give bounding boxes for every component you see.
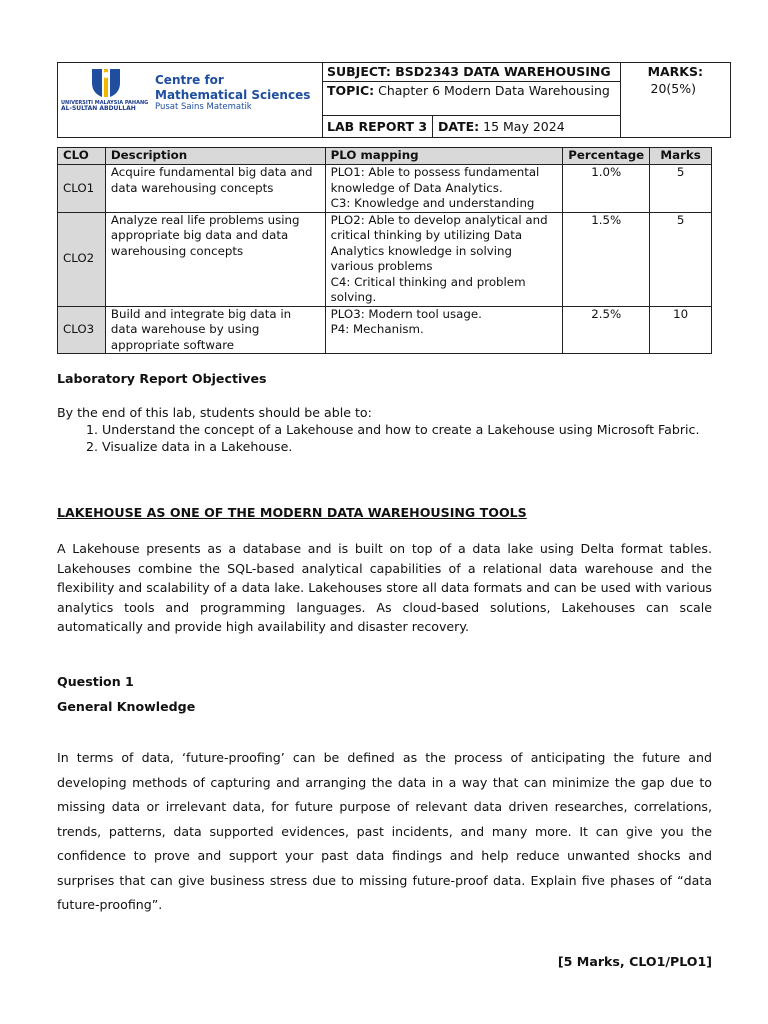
column-header-description: Description [105, 148, 325, 165]
objectives-heading: Laboratory Report Objectives [57, 371, 267, 386]
clo-percentage: 2.5% [563, 306, 650, 354]
plo-line: PLO2: Able to develop analytical and critical thinking by utilizing Data Analytics knowledge in solving various problems [330, 212, 548, 273]
clo-description: Acquire fundamental big data and data warehousing concepts [105, 165, 325, 213]
column-header-plo: PLO mapping [325, 148, 563, 165]
column-header-percentage: Percentage [563, 148, 650, 165]
clo-marks: 10 [650, 306, 712, 354]
centre-subtitle: Pusat Sains Matematik [155, 102, 252, 112]
plo-mapping [325, 165, 563, 213]
plo-line: P4: Mechanism. [330, 322, 424, 336]
question-body: In terms of data, ‘future-proofing’ can be defined as the process of anticipating the future and developing methods of capturing and arranging the data in a way that can minimize the gap due to missing data or irrelevant data, for future purpose of relevant data driven researches, correlations, trends, patterns, data supported evidences, past incidents, and many more. It can give you the confidence to prove and support your past data findings and help reduce unwanted shocks and surprises that can give business stress due to missing future-proof data. Explain five phases of “data future-proofing”. [57, 750, 712, 912]
topic-row [322, 82, 620, 116]
centre-name [155, 73, 310, 103]
plo-line: C3: Knowledge and understanding [330, 196, 535, 210]
table-row [58, 212, 712, 306]
date-label: DATE: [438, 119, 480, 134]
question-title: Question 1 [57, 674, 134, 689]
university-crest-icon [88, 67, 124, 99]
lab-date-row [322, 116, 620, 137]
section-heading: LAKEHOUSE AS ONE OF THE MODERN DATA WAREHOUSING TOOLS [57, 505, 527, 520]
university-logo-cell [58, 63, 323, 137]
clo-percentage: 1.0% [563, 165, 650, 213]
marks-value: 20(5%) [650, 81, 696, 96]
clo-id: CLO2 [58, 212, 106, 306]
marks-cell [621, 63, 731, 137]
clo-table [57, 147, 712, 354]
university-name-line2: AL-SULTAN ABDULLAH [61, 105, 136, 112]
clo-marks: 5 [650, 165, 712, 213]
table-row [58, 306, 712, 354]
objective-item: 1. Understand the concept of a Lakehouse and how to create a Lakehouse using Microsoft Fabric. [102, 421, 712, 438]
subject-label: SUBJECT: BSD2343 DATA WAREHOUSING [322, 63, 620, 82]
clo-description: Analyze real life problems using appropriate big data and data warehousing concepts [105, 212, 325, 306]
centre-name-line2: Mathematical Sciences [155, 88, 311, 102]
report-header [57, 62, 731, 138]
clo-id: CLO1 [58, 165, 106, 213]
objectives-list [57, 421, 712, 455]
topic-label: TOPIC: [327, 83, 375, 98]
plo-line: PLO3: Modern tool usage. [330, 306, 482, 321]
objective-item: 2. Visualize data in a Lakehouse. [102, 438, 712, 455]
clo-description: Build and integrate big data in data warehouse by using appropriate software [105, 306, 325, 354]
plo-mapping [325, 306, 563, 354]
objectives-list-wrap [57, 421, 712, 455]
date-cell [432, 116, 565, 137]
university-name [61, 100, 151, 112]
clo-id: CLO3 [58, 306, 106, 354]
university-name-line1: UNIVERSITI MALAYSIA PAHANG [61, 100, 149, 106]
objectives-intro: By the end of this lab, students should be able to: [57, 405, 372, 420]
plo-line: PLO1: Able to possess fundamental knowledge of Data Analytics. [330, 165, 540, 195]
column-header-marks: Marks [650, 148, 712, 165]
section-paragraph: A Lakehouse presents as a database and is built on top of a data lake using Delta format tables. Lakehouses combine the SQL-based analytical capabilities of a relational data warehouse and the flexibility and scalability of a data lake. Lakehouses store all data formats and can be used with various analytics tools and programming languages. As cloud-based solutions, Lakehouses can scale automatically and provide high availability and disaster recovery. [57, 541, 712, 634]
marks-label: MARKS: [647, 64, 703, 79]
question-marks: [5 Marks, CLO1/PLO1] [557, 954, 712, 969]
plo-mapping [325, 212, 563, 306]
column-header-clo: CLO [58, 148, 106, 165]
header-info-cell [322, 63, 621, 137]
plo-line: C4: Critical thinking and problem solving. [330, 274, 526, 304]
topic-value: Chapter 6 Modern Data Warehousing [378, 83, 610, 98]
date-value: 15 May 2024 [483, 119, 565, 134]
clo-marks: 5 [650, 212, 712, 306]
lab-report-label: LAB REPORT 3 [327, 119, 428, 134]
centre-name-line1: Centre for [155, 73, 224, 87]
clo-percentage: 1.5% [563, 212, 650, 306]
table-header-row [58, 148, 712, 165]
question-subtitle: General Knowledge [57, 699, 196, 714]
table-row [58, 165, 712, 213]
